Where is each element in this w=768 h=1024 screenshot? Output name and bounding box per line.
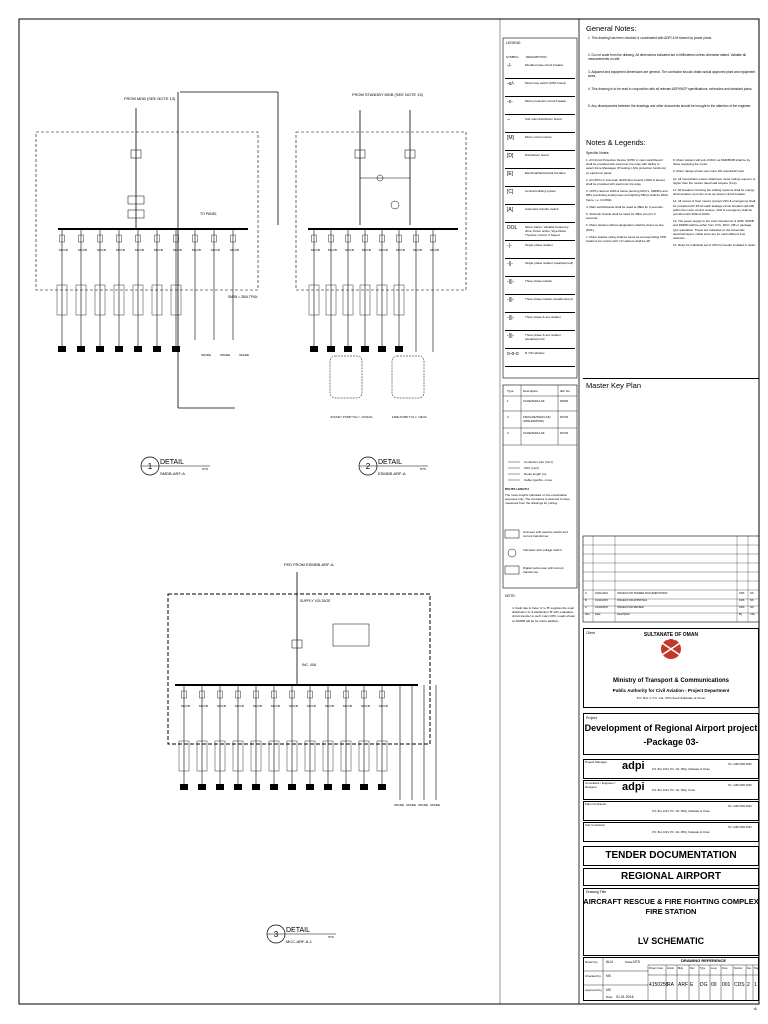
d3-feeder <box>215 685 226 790</box>
revision-cell: 01/01/2016 <box>595 592 608 595</box>
legend-description: Three phase & aux isolator <box>525 315 561 319</box>
complex-title-line2: FIRE STATION <box>645 907 697 916</box>
legend-description: Motor control centre <box>525 135 552 139</box>
d1-feeder <box>230 229 239 340</box>
d3-inc-label: INC. 40A <box>302 663 317 667</box>
legend-description: Three phase & aux isolator (weatherproof) <box>525 333 561 341</box>
legend-description: Electrical/Mechanical interface <box>525 171 566 175</box>
legend-symbol: -/- <box>507 63 512 69</box>
revision-cell: 01/10/2015 <box>595 606 608 609</box>
d1-feeder <box>76 229 87 352</box>
type-table-cell: 1 <box>507 399 509 403</box>
general-note-item: 1. This drawing has been checked & coordinated with ADPI & M shared by power plans. <box>588 36 712 40</box>
project-box <box>583 713 759 755</box>
feeder-breaker-label: MCCB <box>328 248 337 252</box>
corner-mark: A <box>754 1006 757 1011</box>
scale-label: Scale <box>625 960 633 964</box>
date-label: Date <box>606 995 613 999</box>
legend-symbol: -o/- <box>507 81 515 87</box>
legend-header-symbol: SYMBOL <box>506 55 519 59</box>
d3-detail-num: 3 <box>273 930 279 939</box>
d3-detail-ref: MCC-ARF-A-1 <box>286 939 312 944</box>
feeder-breaker-label: MCCB <box>192 248 201 252</box>
legend-row <box>505 205 575 223</box>
type-table-cell: 60502 <box>560 399 569 403</box>
meter-description: Voltmeter with voltage switch <box>523 548 562 552</box>
legend-row <box>505 187 575 205</box>
d3-detail-label: DETAIL <box>286 927 310 934</box>
legend-symbol: [D] <box>507 153 514 159</box>
specific-note-item: 4. Main switchboards shall be rated at 48kA for 3 seconds. <box>586 204 664 209</box>
ref-header: Page <box>754 967 760 970</box>
d3-feeder <box>341 685 352 790</box>
feeder-breaker-label: MCCB <box>235 704 244 708</box>
spare-label: SPARE <box>418 803 428 807</box>
feeder-breaker-label: MCCB <box>413 248 422 252</box>
d1-feeder <box>192 229 201 340</box>
consultant-tel: Tel: +968 2400 0000 <box>728 763 752 766</box>
type-table-cell: 3 <box>507 431 509 435</box>
feeder-breaker-label: MCCB <box>217 704 226 708</box>
general-note-item: 2. Do not scale from the drawing. All dimensions indicated are in Millimeters unless otherwise stated. Validate all measurements on site. <box>588 53 746 62</box>
legend-symbol: -- <box>507 117 511 123</box>
legend-symbol: [E] <box>507 171 514 177</box>
specific-note-item: 5. Submain boards shall be rated for 25kA (ms) for 3 seconds. <box>586 212 656 221</box>
d1-feeder <box>95 229 106 352</box>
feeder-breaker-label: MCCB <box>199 704 208 708</box>
legend-row <box>505 169 575 187</box>
specific-note-item: 10. All motors/fans motors shall have motor ratings equal to or higher than the motors rated load ampere (FLA). <box>673 176 756 185</box>
consultant-logo: adpi <box>622 760 645 772</box>
route-length-title: ROUTE LENGTH <box>505 487 529 491</box>
d1-detail-ref: SMDB-ARF-A <box>160 471 185 476</box>
revision-cell: ISSUED FOR REVIEW <box>617 606 644 609</box>
revision-cell: KRS <box>739 592 745 595</box>
notes-right-column <box>673 158 757 250</box>
complex-title-line1: AIRCRAFT RESCUE & FIRE FIGHTING COMPLEX <box>583 897 759 906</box>
detail-2-esmdb <box>296 110 466 398</box>
client-authority: Public Authority for Civil Aviation - Project Department <box>612 688 730 693</box>
checked-value: NS <box>606 974 611 978</box>
specific-note-item: 12. All motors & hvac motors (except VFD & emergency) shall be provided with 30mA earth leakage circuit breakers (ELCB) within the motor control centres. VFD & emergency shall be provided with 300mA RCDs. <box>673 199 756 217</box>
project-title-line1: Development of Regional Airport project <box>584 723 758 733</box>
d1-detail-nts: NTS <box>202 467 208 471</box>
feeder-breaker-label: MCCB <box>181 704 190 708</box>
d1-feeder <box>133 229 144 352</box>
d2-detail-nts: NTS <box>420 467 426 471</box>
feeder-breaker-label: MCCB <box>289 704 298 708</box>
feeder-breaker-label: MCCB <box>173 248 182 252</box>
cable-key-label: Route length (m) <box>524 472 547 476</box>
feeder-breaker-label: MCCB <box>311 248 320 252</box>
revision-cell: ISSUED FOR TENDER DOCUMENTATION <box>617 592 668 595</box>
specific-note-item: 1. All Circuit Protective Device (CPD) in main switchboard shall be provided with electronic trip relay with facility to select Zone Messages (Providing LSIG protection functions) on electronic panel. <box>586 158 666 175</box>
consultant-role: Sub Contractor <box>585 823 606 827</box>
feeder-breaker-label: MCCB <box>211 248 220 252</box>
legend-symbol: o-o-o <box>507 351 519 357</box>
legend-row <box>505 133 575 151</box>
legend-symbol: -|||- <box>507 333 515 339</box>
type-table-cell: FR(XLPE/SWA/LSF) (MWHN/MICDI) <box>523 415 551 423</box>
specific-note-item: 7. Motor isolator rating shall be same as corresponding CPD. Isolators for motors with Y-D starters shall be 4P. <box>586 234 668 244</box>
revision-cell: NS <box>750 599 754 602</box>
d3-feeder <box>305 685 316 790</box>
route-length-note: The route lengths indicated on the consultation purposes only. The contractor is deemed to have measured from the drawings for pricing. <box>505 493 570 505</box>
legend-symbol: [M] <box>507 135 514 141</box>
d3-feeder <box>233 685 244 790</box>
detail-1-smdb <box>36 92 278 408</box>
d3-feeder <box>269 685 280 790</box>
legend-description: Central building system <box>525 189 557 193</box>
d1-detail-num: 1 <box>147 462 153 471</box>
ref-header: Type <box>700 967 706 970</box>
legend-description: Single phase isolator (weatherproof) <box>525 261 574 265</box>
d1-feeder <box>171 229 182 352</box>
ref-value: E <box>690 982 694 988</box>
legend-description: R.Y.B indicator <box>525 351 545 355</box>
legend-header-desc: DESCRIPTION <box>526 55 547 59</box>
feeder-breaker-label: MCCB <box>345 248 354 252</box>
airport-title: REGIONAL AIRPORT <box>620 871 721 882</box>
detail-3-tag <box>267 925 336 944</box>
d2-feeder <box>394 229 405 352</box>
checked-label: Checked by <box>585 974 601 978</box>
d2-pump2-label: FIRE PUMP TCL=: 13kVA <box>392 415 427 419</box>
consultant-address: P.O. Box 1234, P.C. 111, MSQ, Sultanate of Oman <box>652 768 710 771</box>
specific-note-item: 9. Motor ratings shown are motor kW output/kW input. <box>673 169 745 174</box>
cable-key-label: CPC (mm²) <box>524 466 540 470</box>
specific-note-item: 2. All CPD's in sub-main distribution boards (100A & above) shall be provided with electronic trip relay. <box>586 177 665 187</box>
d2-pump1-label: JOCKEY PUMP TCL=: 10.5kVA <box>330 415 373 419</box>
d3-feeder <box>179 685 190 790</box>
legend-symbol: -|||- <box>507 297 515 303</box>
legend-symbol: -|- <box>507 243 512 249</box>
legend-symbol: [C] <box>507 189 514 195</box>
general-note-item: 5. Any discrepancies between the drawings and other documents should be brought to the attention of the engineer. <box>588 104 752 108</box>
cable-key-label: Cable type/No. cores <box>524 478 553 482</box>
legend-symbol: -x- <box>507 99 513 105</box>
legend-note-label: NOTE: <box>505 594 516 598</box>
revision-cell: NS <box>750 592 754 595</box>
general-note-item: 3. Adjacent and equipment dimensions are general. The contractor should obtain actual approved plant and equipment sizes. <box>588 70 756 79</box>
feeder-breaker-label: MCCB <box>379 704 388 708</box>
ref-header: Rev <box>747 967 752 970</box>
ref-value: RA <box>667 982 674 988</box>
feeder-breaker-label: MCCB <box>325 704 334 708</box>
drawn-value: ALN <box>606 960 613 964</box>
d2-detail-label: DETAIL <box>378 459 402 466</box>
consultant-address: P.O. Box 1234, P.C. 111, MSQ, Oman <box>652 789 696 792</box>
consultant-tel: Tel: +968 2400 0000 <box>728 826 752 829</box>
d2-feeder <box>309 229 320 352</box>
feeder-breaker-label: MCCB <box>230 248 239 252</box>
spare-label: SPARE <box>220 353 230 357</box>
revision-cell: Description <box>617 613 630 616</box>
consultant-role: Consultant / Engineer / Designer <box>585 781 616 789</box>
d2-feeder <box>430 229 439 352</box>
d1-busbar-label: TO PANEL <box>200 212 217 216</box>
legend-row <box>505 151 575 169</box>
spare-label: SPARE <box>430 803 440 807</box>
legend-title: LEGEND <box>506 41 521 45</box>
spare-label: SPARE <box>239 353 249 357</box>
consultant-role: Main Contractor <box>585 802 607 806</box>
revision-cell: C <box>585 592 587 595</box>
notes-legends-title: Notes & Legends: <box>586 138 646 147</box>
revision-grid <box>583 536 759 622</box>
consultant-address: P.O. Box 1234, P.C. 111, MSQ, Sultanate of Oman <box>652 831 710 834</box>
revision-cell: A <box>585 606 587 609</box>
feeder-breaker-label: MCCB <box>430 248 439 252</box>
legend-symbol: -|||- <box>507 315 515 321</box>
legend-row <box>505 115 575 133</box>
ref-header: Airport <box>667 967 675 970</box>
feeder-breaker-label: MCCB <box>135 248 144 252</box>
feeder-breaker-label: MCCB <box>78 248 87 252</box>
ref-value: 2 <box>747 982 750 988</box>
revision-cell: KRS <box>739 606 745 609</box>
feeder-breaker-label: MCCB <box>154 248 163 252</box>
detail-2-tag <box>359 457 428 476</box>
drawn-label: Drawn by <box>585 960 598 964</box>
ref-value: CDS <box>734 982 745 988</box>
consultant-logo: adpi <box>622 781 645 793</box>
spare-label: SPARE <box>406 803 416 807</box>
feeder-breaker-label: MCCB <box>253 704 262 708</box>
general-note-item: 4. This drawing is to be read in conjunction with all relevant ADPI/MCP specifications, schedules and standard plans. <box>588 87 753 91</box>
legend-symbol: -||- <box>507 261 513 267</box>
type-table-cell: 60702 <box>560 415 569 419</box>
legend-row <box>505 295 575 313</box>
consultant-role: Project Manager <box>585 760 608 764</box>
type-table-header: Type <box>507 389 514 393</box>
type-table-cell: 2 <box>507 415 509 419</box>
feeder-breaker-label: MCCB <box>361 704 370 708</box>
legend-row <box>505 223 575 241</box>
d1-feeder <box>57 229 68 352</box>
date-value: 01.01.2016 <box>616 995 634 999</box>
legend-description: Three phase isolator <box>525 279 553 283</box>
feeder-breaker-label: MCCB <box>343 704 352 708</box>
ref-header: Bldg <box>678 967 683 970</box>
cable-key-label: Conductor size (mm²) <box>524 460 553 464</box>
d1-feeder <box>211 229 220 340</box>
d3-feeder <box>359 685 370 790</box>
approved-label: Approved by <box>585 988 602 992</box>
revision-cell: Rev <box>585 613 590 616</box>
ref-value: DG <box>700 982 708 988</box>
consultant-address: P.O. Box 1234, P.C. 111, MSQ, Sultanate of Oman <box>652 810 710 813</box>
d1-rating-label: SMDB = 250A TP&N <box>228 295 258 299</box>
d2-feeder <box>326 229 337 352</box>
feeder-breaker-label: MCCB <box>379 248 388 252</box>
legend-row <box>505 259 575 277</box>
feeder-breaker-label: MCCB <box>362 248 371 252</box>
d3-detail-nts: NTS <box>328 935 334 939</box>
type-table-cell: 60702 <box>560 431 569 435</box>
legend-row <box>505 277 575 295</box>
revision-cell: KRS <box>739 599 745 602</box>
legend-row <box>505 241 575 259</box>
revision-cell: ISSUED FOR APPROVAL <box>617 599 648 602</box>
legend-description: Automatic transfer switch <box>525 207 559 211</box>
revision-cell: 01/11/2015 <box>595 599 608 602</box>
revision-cell: B <box>585 599 587 602</box>
ref-value: 1 <box>754 982 757 988</box>
scale-value: NTS <box>633 960 640 964</box>
legend-description: Motor protection circuit breaker <box>525 99 567 103</box>
revision-cell: NS <box>750 606 754 609</box>
tender-title: TENDER DOCUMENTATION <box>605 850 737 861</box>
d3-feeder <box>287 685 298 790</box>
d3-feeder <box>197 685 208 790</box>
client-address: P.O. Box 1, P.C. 111, CPO Seeb Sultanate of Oman <box>636 696 706 700</box>
legend-description: Motor fuse switch (MSF fused) <box>525 81 566 85</box>
feeder-breaker-label: MCCB <box>116 248 125 252</box>
client-label: Client <box>586 631 595 635</box>
d3-feeder <box>377 685 388 790</box>
meter-description: Ammeter with selector switch and current transformer <box>523 530 568 538</box>
legend-description: Distribution board <box>525 153 549 157</box>
project-label: Project <box>586 716 597 720</box>
legend-row <box>505 97 575 115</box>
legend-note-text: 4. Fault rate to have 'A' to 'B' supplies the main distribution 'A' & distribution 'B' with evaluation circuit transfer to such main CPD. Loads shown on DMDB will be for future addition. <box>512 606 576 623</box>
specific-note-item: 14. Refer for individual set of CPD for feeder installed in racks. <box>673 243 756 248</box>
notes-left-column <box>586 158 668 246</box>
detail-3-mcc <box>168 572 440 807</box>
legend-symbol: DOL <box>507 225 518 231</box>
legend-row <box>505 61 575 79</box>
ref-value: 001 <box>722 982 731 988</box>
specific-note-item: 13. The power supply to the main transformer & HDB, SMDB and DMDB shall be either from CVC, MCC, DB or package type substation. These are indicated on the schematic electrical layout. Cable sizes are for each different bus selection. <box>673 219 754 241</box>
d1-detail-label: DETAIL <box>160 459 184 466</box>
legend-row <box>505 331 575 349</box>
consultant-tel: Tel: +968 2400 0000 <box>728 784 752 787</box>
specific-note-item: 6. Motor starters without designation shall be direct-on-line (DOL). <box>586 223 664 232</box>
master-key-plan-title: Master Key Plan <box>586 381 642 390</box>
client-country: SULTANATE OF OMAN <box>643 632 699 638</box>
consultant-tel: Tel: +968 2400 0000 <box>728 805 752 808</box>
specific-notes-title: Specific Notes: <box>586 151 610 155</box>
revision-cell: Date <box>595 613 601 616</box>
feeder-breaker-label: MCCB <box>59 248 68 252</box>
project-title-line2: -Package 03- <box>643 737 699 747</box>
approved-value: NS <box>606 988 611 992</box>
d3-feeder <box>251 685 262 790</box>
drawing-title-label: Drawing Title <box>586 890 607 894</box>
d3-supply-label: SUPPLY VOLTAGE <box>300 599 331 603</box>
d1-feeder <box>152 229 163 352</box>
d1-from-label: FROM MDB (SEE NOTE 13) <box>124 96 176 101</box>
legend-row <box>505 349 575 367</box>
type-table-cell: XLPE/SWA/LSF <box>523 431 545 435</box>
revision-cell: Chk <box>750 613 755 616</box>
legend-row <box>505 79 575 97</box>
legend-symbol: -|||- <box>507 279 515 285</box>
legend-description: Single phase isolator <box>525 243 553 247</box>
d2-from-label: FROM STANDBY MDB (SEE NOTE 13) <box>352 92 423 97</box>
d1-feeder <box>114 229 125 352</box>
legend-description: Sub main distribution board <box>525 117 562 121</box>
schematic-title: LV SCHEMATIC <box>637 936 705 946</box>
spare-label: SPARE <box>394 803 404 807</box>
drawing-ref-title: DRAWING REFERENCE <box>680 958 727 963</box>
ref-header: Disc <box>690 967 695 970</box>
client-ministry: Ministry of Transport & Communications <box>612 678 729 684</box>
d2-feeder <box>377 229 388 352</box>
type-table-header: Description <box>523 389 539 393</box>
type-table-cell: XLPE/SWA/LSF <box>523 399 545 403</box>
type-table-header: IEC No. <box>560 389 571 393</box>
feeder-breaker-label: MCCB <box>271 704 280 708</box>
ref-value: 4150258 <box>649 982 669 988</box>
legend-row <box>505 313 575 331</box>
ref-value: ARF <box>678 982 688 988</box>
d3-feeder <box>323 685 334 790</box>
feeder-breaker-label: MCCB <box>97 248 106 252</box>
spare-label: SPARE <box>201 353 211 357</box>
d2-detail-num: 2 <box>365 462 371 471</box>
specific-note-item: 3. CPD's rated at 160A & below (serving MCC's, SMDB's and DB's (excluding small power and lighting DB's)) shall be 200A frame, i.e. In=250A. <box>586 189 668 202</box>
detail-1-tag <box>141 457 210 476</box>
specific-note-item: 8. Motor starters will suit of MCC as SMDB/DB shall be by those supplying the motor. <box>673 158 751 167</box>
revision-cell: By <box>739 613 743 616</box>
d2-feeder <box>343 229 354 352</box>
d2-feeder <box>360 229 371 352</box>
specific-note-item: 11. All breakers involving the cabling systems shall be energy discrimination up to the most up-stream circuit breaker. <box>673 188 755 197</box>
ref-header: Zone <box>722 967 728 970</box>
ref-header: Number <box>734 967 743 970</box>
legend-symbol: [A] <box>507 207 514 213</box>
d2-feeder <box>413 229 422 352</box>
d3-from-label: FED FROM ESMDB-ARF-A <box>284 562 334 567</box>
legend-description: Three phase isolator (weatherproof) <box>525 297 573 301</box>
ref-value: 00 <box>711 982 717 988</box>
legend-description: Moulded case circuit breaker <box>525 63 564 67</box>
feeder-breaker-label: MCCB <box>396 248 405 252</box>
ref-header: Project Code <box>649 967 663 970</box>
d2-detail-ref: ESMDB-ARF-A <box>378 471 406 476</box>
legend-description: Motor starter; Variable frequency drive; Direct online; Wye-Delta; Thyristor control; 2-Speed <box>525 225 569 237</box>
general-notes-title: General Notes: <box>586 24 637 33</box>
feeder-breaker-label: MCCB <box>307 704 316 708</box>
ref-header: Level <box>711 967 717 970</box>
meter-description: Digital multi-meter with current transformer <box>523 566 564 574</box>
